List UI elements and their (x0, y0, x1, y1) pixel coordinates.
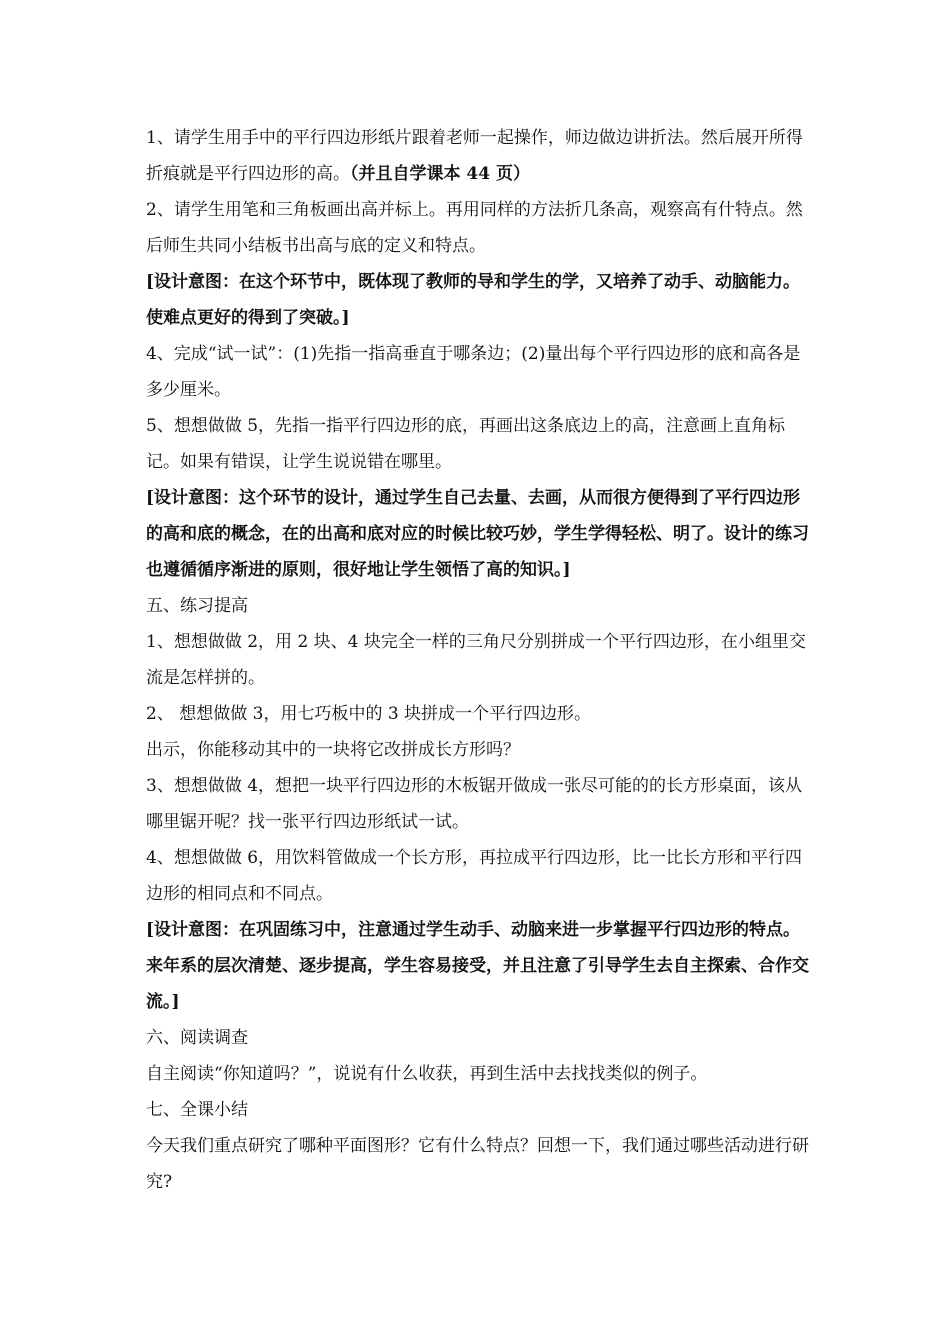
paragraph-exercise-2: 1、想想做做 2，用 2 块、4 块完全一样的三角尺分别拼成一个平行四边形，在小组里交流是怎样拼的。 (146, 632, 806, 688)
paragraph-text: 1、请学生用手中的平行四边形纸片跟着老师一起操作，师边做边讲折法。然后展开所得折痕就是平行四边形的高。 (146, 128, 803, 184)
section-heading-reading: 六、阅读调查 (146, 1028, 248, 1048)
paragraph-draw-height: 2、请学生用笔和三角板画出高并标上。再用同样的方法折几条高，观察高有什特点。然后师生共同小结板书出高与底的定义和特点。 (146, 200, 803, 256)
paragraph-exercise-3: 2、 想想做做 3，用七巧板中的 3 块拼成一个平行四边形。 (146, 704, 592, 724)
paragraph-exercise-5: 5、想想做做 5，先指一指平行四边形的底，再画出这条底边上的高，注意画上直角标记。如果有错误，让学生说说错在哪里。 (146, 416, 786, 472)
design-intent-3: [设计意图：在巩固练习中，注意通过学生动手、动脑来进一步掌握平行四边形的特点。来年系的层次清楚、逐步提高，学生容易接受，并且注意了引导学生去自主探索、合作交流。] (146, 920, 809, 1012)
paragraph-exercise-6: 4、想想做做 6，用饮料管做成一个长方形，再拉成平行四边形，比一比长方形和平行四边形的相同点和不同点。 (146, 848, 803, 904)
paragraph-show-rectangle: 出示，你能移动其中的一块将它改拼成长方形吗？ (146, 740, 520, 760)
paragraph-try-it: 4、完成“试一试”：(1)先指一指高垂直于哪条边；(2)量出每个平行四边形的底和高各是多少厘米。 (146, 344, 801, 400)
design-intent-1: [设计意图：在这个环节中，既体现了教师的导和学生的学，又培养了动手、动脑能力。使难点更好的得到了突破。] (146, 272, 801, 328)
section-heading-practice: 五、练习提高 (146, 596, 248, 616)
paragraph-summary: 今天我们重点研究了哪种平面图形？它有什么特点？回想一下，我们通过哪些活动进行研究? (146, 1136, 809, 1192)
section-heading-summary: 七、全课小结 (146, 1100, 248, 1120)
document-body (146, 120, 816, 1200)
design-intent-2: [设计意图：这个环节的设计，通过学生自己去量、去画，从而很方便得到了平行四边形的高和底的概念，在的出高和底对应的时候比较巧妙，学生学得轻松、明了。设计的练习也遵循循序渐进的原则，很好地让学生领悟了高的知识。] (146, 488, 809, 580)
paragraph-self-reading: 自主阅读“你知道吗？”，说说有什么收获，再到生活中去找找类似的例子。 (146, 1064, 708, 1084)
paragraph-exercise-4: 3、想想做做 4，想把一块平行四边形的木板锯开做成一张尽可能的的长方形桌面，该从哪里锯开呢？找一张平行四边形纸试一试。 (146, 776, 803, 832)
paragraph-fold-method (146, 120, 816, 192)
textbook-page-note: （并且自学课本 44 页） (350, 164, 530, 184)
